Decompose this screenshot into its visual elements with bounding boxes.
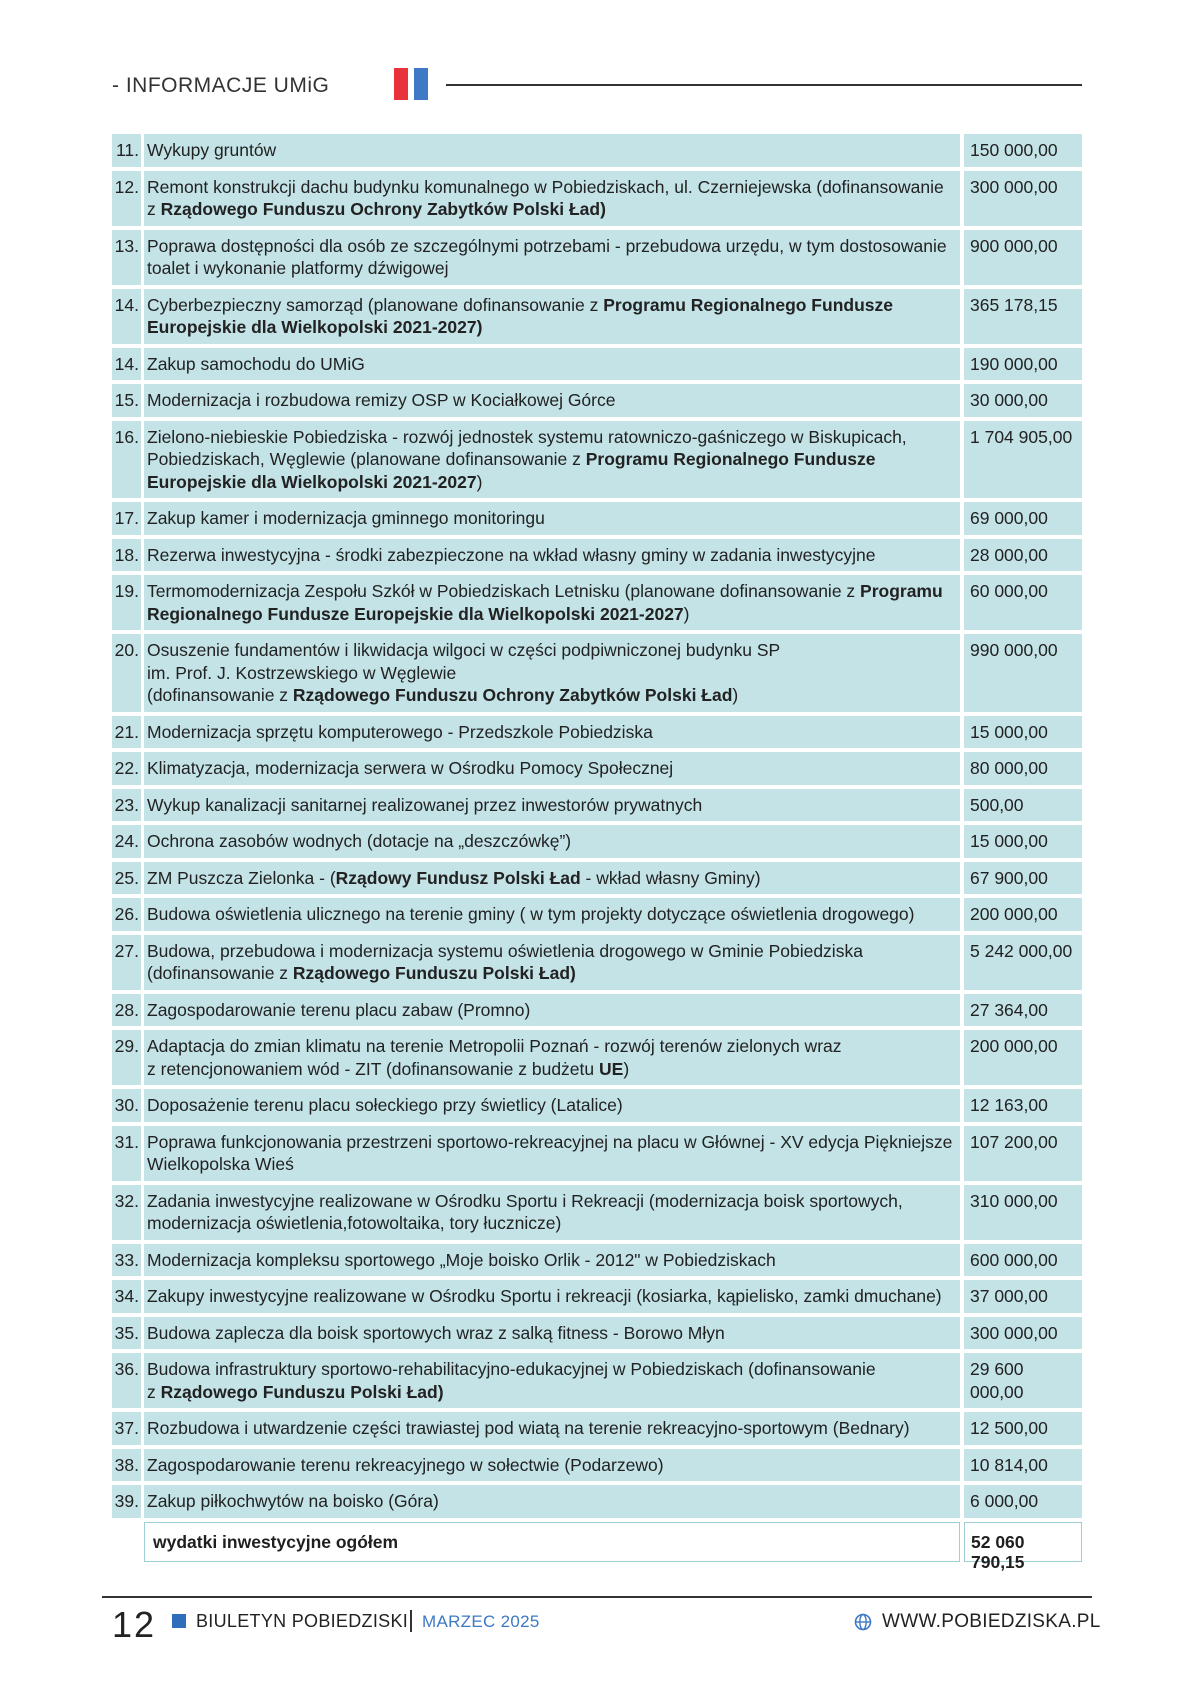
description-part: ) bbox=[623, 1058, 630, 1079]
row-description bbox=[144, 348, 960, 381]
description-bold-part: Rządowego Funduszu Ochrony Zabytków Polski Ład) bbox=[160, 199, 606, 219]
description-part: Zadania inwestycyjne realizowane w Ośrodku Sportu i Rekreacji (modernizacja boisk sportowych, modernizacja oświetlenia,fotowoltaika, tory łucznicze) bbox=[147, 1190, 903, 1233]
description-part: Poprawa dostępności dla osób ze szczególnymi potrzebami - przebudowa urzędu, w tym dostosowanie toalet i wykonanie platformy dźwigowej bbox=[147, 235, 947, 278]
row-description bbox=[144, 935, 960, 990]
row-number: 30. bbox=[112, 1089, 141, 1122]
description-part: Adaptacja do zmian klimatu na terenie Metropolii Poznań - rozwój terenów zielonych wraz z retencjonowaniem wód - ZIT (dofinansowanie z budżetu bbox=[147, 1036, 842, 1079]
row-description bbox=[144, 1353, 960, 1408]
description-part: Remont konstrukcji dachu budynku komunalnego w Pobiedziskach, ul. Czerniejewska (dofinansowanie z bbox=[147, 176, 944, 219]
row-description bbox=[144, 1317, 960, 1350]
table-row bbox=[112, 384, 1082, 417]
row-amount: 12 500,00 bbox=[964, 1412, 1082, 1445]
description-bold-part: UE bbox=[599, 1058, 624, 1079]
table-row bbox=[112, 1317, 1082, 1350]
header-divider bbox=[446, 84, 1082, 86]
row-amount: 150 000,00 bbox=[964, 134, 1082, 167]
row-amount: 37 000,00 bbox=[964, 1280, 1082, 1313]
page-header bbox=[112, 68, 1082, 104]
table-row bbox=[112, 789, 1082, 822]
table-row bbox=[112, 1449, 1082, 1482]
row-amount: 500,00 bbox=[964, 789, 1082, 822]
row-number: 22. bbox=[112, 752, 141, 785]
flag-red-stripe bbox=[394, 68, 408, 100]
row-description bbox=[144, 421, 960, 499]
flag-blue-stripe bbox=[414, 68, 428, 100]
description-part: Budowa infrastruktury sportowo-rehabilitacyjno-edukacyjnej w Pobiedziskach (dofinansowanie z bbox=[147, 1359, 876, 1402]
table-row bbox=[112, 171, 1082, 226]
row-number: 32. bbox=[112, 1185, 141, 1240]
row-number: 12. bbox=[112, 171, 141, 226]
table-row bbox=[112, 230, 1082, 285]
row-description bbox=[144, 230, 960, 285]
table-row bbox=[112, 898, 1082, 931]
row-amount: 200 000,00 bbox=[964, 1030, 1082, 1085]
section-label: - INFORMACJE UMiG bbox=[112, 74, 330, 97]
row-number: 29. bbox=[112, 1030, 141, 1085]
description-bold-part: Rządowego Funduszu Polski Ład) bbox=[160, 1381, 444, 1402]
table-row bbox=[112, 1089, 1082, 1122]
footer-separator bbox=[410, 1610, 412, 1632]
row-description bbox=[144, 1412, 960, 1445]
description-bold-part: Programu Regionalnego Fundusze Europejskie dla Wielkopolski 2021-2027 bbox=[147, 449, 876, 492]
table-row bbox=[112, 1353, 1082, 1408]
description-part: Zielono-niebieskie Pobiedziska - rozwój jednostek systemu ratowniczo-gaśniczego w Biskupicach, Pobiedziskach, Węglewie (planowane dofinansowanie z bbox=[147, 426, 907, 469]
row-description bbox=[144, 1280, 960, 1313]
description-part: Budowa zaplecza dla boisk sportowych wraz z salką fitness - Borowo Młyn bbox=[147, 1322, 725, 1343]
description-part: ZM Puszcza Zielonka - ( bbox=[147, 867, 336, 888]
row-number: 21. bbox=[112, 716, 141, 749]
row-description bbox=[144, 898, 960, 931]
description-part: Doposażenie terenu placu sołeckiego przy świetlicy (Latalice) bbox=[147, 1095, 623, 1115]
description-bold-part: Rządowy Fundusz Polski Ład bbox=[335, 867, 581, 888]
table-row bbox=[112, 716, 1082, 749]
row-amount: 6 000,00 bbox=[964, 1485, 1082, 1518]
table-body bbox=[112, 134, 1082, 1518]
row-number: 35. bbox=[112, 1317, 141, 1350]
website-link[interactable]: WWW.POBIEDZISKA.PL bbox=[882, 1611, 1101, 1632]
row-description bbox=[144, 994, 960, 1027]
description-part: Zagospodarowanie terenu rekreacyjnego w sołectwie (Podarzewo) bbox=[147, 1454, 664, 1475]
row-number: 20. bbox=[112, 634, 141, 712]
description-part: Poprawa funkcjonowania przestrzeni sportowo-rekreacyjnej na placu w Głównej - XV edycja Piękniejsze Wielkopolska Wieś bbox=[147, 1131, 953, 1174]
table-row bbox=[112, 421, 1082, 499]
globe-icon bbox=[854, 1613, 872, 1631]
description-part: Cyberbezpieczny samorząd (planowane dofinansowanie z bbox=[147, 294, 604, 315]
row-number: 37. bbox=[112, 1412, 141, 1445]
row-amount: 600 000,00 bbox=[964, 1244, 1082, 1277]
table-row bbox=[112, 935, 1082, 990]
row-description bbox=[144, 134, 960, 167]
row-amount: 5 242 000,00 bbox=[964, 935, 1082, 990]
row-amount: 990 000,00 bbox=[964, 634, 1082, 712]
row-description bbox=[144, 1030, 960, 1085]
table-row bbox=[112, 502, 1082, 535]
row-description bbox=[144, 752, 960, 785]
row-amount: 27 364,00 bbox=[964, 994, 1082, 1027]
row-number: 19. bbox=[112, 575, 141, 630]
description-part: Klimatyzacja, modernizacja serwera w Ośrodku Pomocy Społecznej bbox=[147, 758, 674, 778]
description-part: Ochrona zasobów wodnych (dotacje na „deszczówkę”) bbox=[147, 831, 572, 851]
row-description bbox=[144, 1089, 960, 1122]
row-number: 33. bbox=[112, 1244, 141, 1277]
table-row bbox=[112, 1485, 1082, 1518]
description-part: Osuszenie fundamentów i likwidacja wilgoci w części podpiwniczonej budynku SP im. Prof. J. Kostrzewskiego w Węglewie (dofinansowanie z bbox=[147, 640, 781, 705]
row-number: 18. bbox=[112, 539, 141, 572]
description-part: Zagospodarowanie terenu placu zabaw (Promno) bbox=[147, 999, 531, 1020]
description-part: Wykup kanalizacji sanitarnej realizowanej przez inwestorów prywatnych bbox=[147, 794, 703, 815]
row-description bbox=[144, 289, 960, 344]
publication-date: MARZEC 2025 bbox=[422, 1612, 540, 1631]
description-bold-part: Rządowego Funduszu Polski Ład) bbox=[292, 963, 576, 983]
row-number: 11. bbox=[112, 134, 141, 167]
row-amount: 10 814,00 bbox=[964, 1449, 1082, 1482]
table-row bbox=[112, 862, 1082, 895]
row-amount: 300 000,00 bbox=[964, 1317, 1082, 1350]
description-part: Rezerwa inwestycyjna - środki zabezpieczone na wkład własny gminy w zadania inwestycyjne bbox=[147, 544, 876, 565]
row-description bbox=[144, 384, 960, 417]
row-description bbox=[144, 789, 960, 822]
description-part: ) bbox=[683, 603, 690, 624]
row-description bbox=[144, 502, 960, 535]
table-row bbox=[112, 1126, 1082, 1181]
footer-divider bbox=[102, 1596, 1092, 1598]
table-row bbox=[112, 1185, 1082, 1240]
row-description bbox=[144, 1244, 960, 1277]
description-part: Wykupy gruntów bbox=[147, 140, 277, 160]
row-description bbox=[144, 825, 960, 858]
row-number: 14. bbox=[112, 348, 141, 381]
table-row bbox=[112, 575, 1082, 630]
table-row bbox=[112, 1244, 1082, 1277]
table-row bbox=[112, 994, 1082, 1027]
row-description bbox=[144, 634, 960, 712]
row-amount: 30 000,00 bbox=[964, 384, 1082, 417]
total-amount: 52 060 790,15 bbox=[964, 1522, 1082, 1562]
description-part: Zakup kamer i modernizacja gminnego monitoringu bbox=[147, 508, 545, 528]
table-row bbox=[112, 134, 1082, 167]
table-row bbox=[112, 634, 1082, 712]
row-description bbox=[144, 716, 960, 749]
row-number: 26. bbox=[112, 898, 141, 931]
row-number: 14. bbox=[112, 289, 141, 344]
table-row bbox=[112, 289, 1082, 344]
row-amount: 69 000,00 bbox=[964, 502, 1082, 535]
description-part: Budowa oświetlenia ulicznego na terenie gminy ( w tym projekty dotyczące oświetlenia drogowego) bbox=[147, 904, 915, 924]
row-amount: 900 000,00 bbox=[964, 230, 1082, 285]
table-row bbox=[112, 1412, 1082, 1445]
table-row bbox=[112, 348, 1082, 381]
row-amount: 107 200,00 bbox=[964, 1126, 1082, 1181]
row-number: 27. bbox=[112, 935, 141, 990]
row-number: 16. bbox=[112, 421, 141, 499]
row-description bbox=[144, 1185, 960, 1240]
description-part: Zakup piłkochwytów na boisko (Góra) bbox=[147, 1491, 439, 1511]
row-number: 23. bbox=[112, 789, 141, 822]
row-amount: 190 000,00 bbox=[964, 348, 1082, 381]
row-description bbox=[144, 862, 960, 895]
row-amount: 67 900,00 bbox=[964, 862, 1082, 895]
row-number: 25. bbox=[112, 862, 141, 895]
row-amount: 200 000,00 bbox=[964, 898, 1082, 931]
row-description bbox=[144, 539, 960, 572]
page-footer bbox=[102, 1596, 1101, 1646]
row-amount: 310 000,00 bbox=[964, 1185, 1082, 1240]
table-row bbox=[112, 539, 1082, 572]
description-part: Modernizacja kompleksu sportowego „Moje boisko Orlik - 2012" w Pobiedziskach bbox=[147, 1249, 776, 1270]
row-amount: 12 163,00 bbox=[964, 1089, 1082, 1122]
table-row bbox=[112, 752, 1082, 785]
row-amount: 29 600 000,00 bbox=[964, 1353, 1082, 1408]
row-amount: 15 000,00 bbox=[964, 716, 1082, 749]
description-part: - wkład własny Gminy) bbox=[580, 867, 761, 888]
description-part: ) bbox=[732, 685, 739, 705]
description-bold-part: Programu Regionalnego Fundusze Europejskie dla Wielkopolski 2021-2027) bbox=[147, 294, 893, 337]
square-icon bbox=[172, 1614, 186, 1628]
description-part: Zakup samochodu do UMiG bbox=[147, 353, 365, 374]
description-part: Termomodernizacja Zespołu Szkół w Pobiedziskach Letnisku (planowane dofinansowanie z bbox=[147, 581, 861, 601]
row-number: 38. bbox=[112, 1449, 141, 1482]
total-spacer bbox=[112, 1522, 144, 1562]
row-description bbox=[144, 575, 960, 630]
row-amount: 80 000,00 bbox=[964, 752, 1082, 785]
table-row bbox=[112, 1030, 1082, 1085]
row-number: 17. bbox=[112, 502, 141, 535]
row-description bbox=[144, 1485, 960, 1518]
row-number: 13. bbox=[112, 230, 141, 285]
row-amount: 28 000,00 bbox=[964, 539, 1082, 572]
investment-table bbox=[112, 134, 1082, 1572]
row-number: 15. bbox=[112, 384, 141, 417]
total-label: wydatki inwestycyjne ogółem bbox=[144, 1522, 960, 1562]
row-amount: 60 000,00 bbox=[964, 575, 1082, 630]
row-number: 28. bbox=[112, 994, 141, 1027]
row-amount: 300 000,00 bbox=[964, 171, 1082, 226]
flag-icon bbox=[394, 68, 428, 100]
description-bold-part: Rządowego Funduszu Ochrony Zabytków Polski Ład bbox=[292, 685, 733, 705]
row-number: 31. bbox=[112, 1126, 141, 1181]
description-part: Rozbudowa i utwardzenie części trawiastej pod wiatą na terenie rekreacyjno-sportowym (Bednary) bbox=[147, 1418, 910, 1438]
row-description bbox=[144, 171, 960, 226]
row-number: 36. bbox=[112, 1353, 141, 1408]
row-description bbox=[144, 1126, 960, 1181]
total-row bbox=[112, 1522, 1082, 1572]
description-bold-part: Programu Regionalnego Fundusze Europejskie dla Wielkopolski 2021-2027 bbox=[147, 581, 943, 624]
description-part: Modernizacja i rozbudowa remizy OSP w Kociałkowej Górce bbox=[147, 390, 616, 410]
row-amount: 1 704 905,00 bbox=[964, 421, 1082, 499]
description-part: ) bbox=[476, 471, 483, 492]
row-amount: 365 178,15 bbox=[964, 289, 1082, 344]
table-row bbox=[112, 825, 1082, 858]
row-number: 34. bbox=[112, 1280, 141, 1313]
description-part: Zakupy inwestycyjne realizowane w Ośrodku Sportu i rekreacji (kosiarka, kąpielisko, zamki dmuchane) bbox=[147, 1286, 942, 1306]
row-description bbox=[144, 1449, 960, 1482]
publication-name: BIULETYN POBIEDZISKI bbox=[196, 1611, 409, 1631]
table-row bbox=[112, 1280, 1082, 1313]
row-amount: 15 000,00 bbox=[964, 825, 1082, 858]
row-number: 39. bbox=[112, 1485, 141, 1518]
row-number: 24. bbox=[112, 825, 141, 858]
description-part: Budowa, przebudowa i modernizacja systemu oświetlenia drogowego w Gminie Pobiedziska (dofinansowanie z bbox=[147, 940, 863, 983]
page-number: 12 bbox=[112, 1604, 157, 1645]
description-part: Modernizacja sprzętu komputerowego - Przedszkole Pobiedziska bbox=[147, 721, 653, 742]
